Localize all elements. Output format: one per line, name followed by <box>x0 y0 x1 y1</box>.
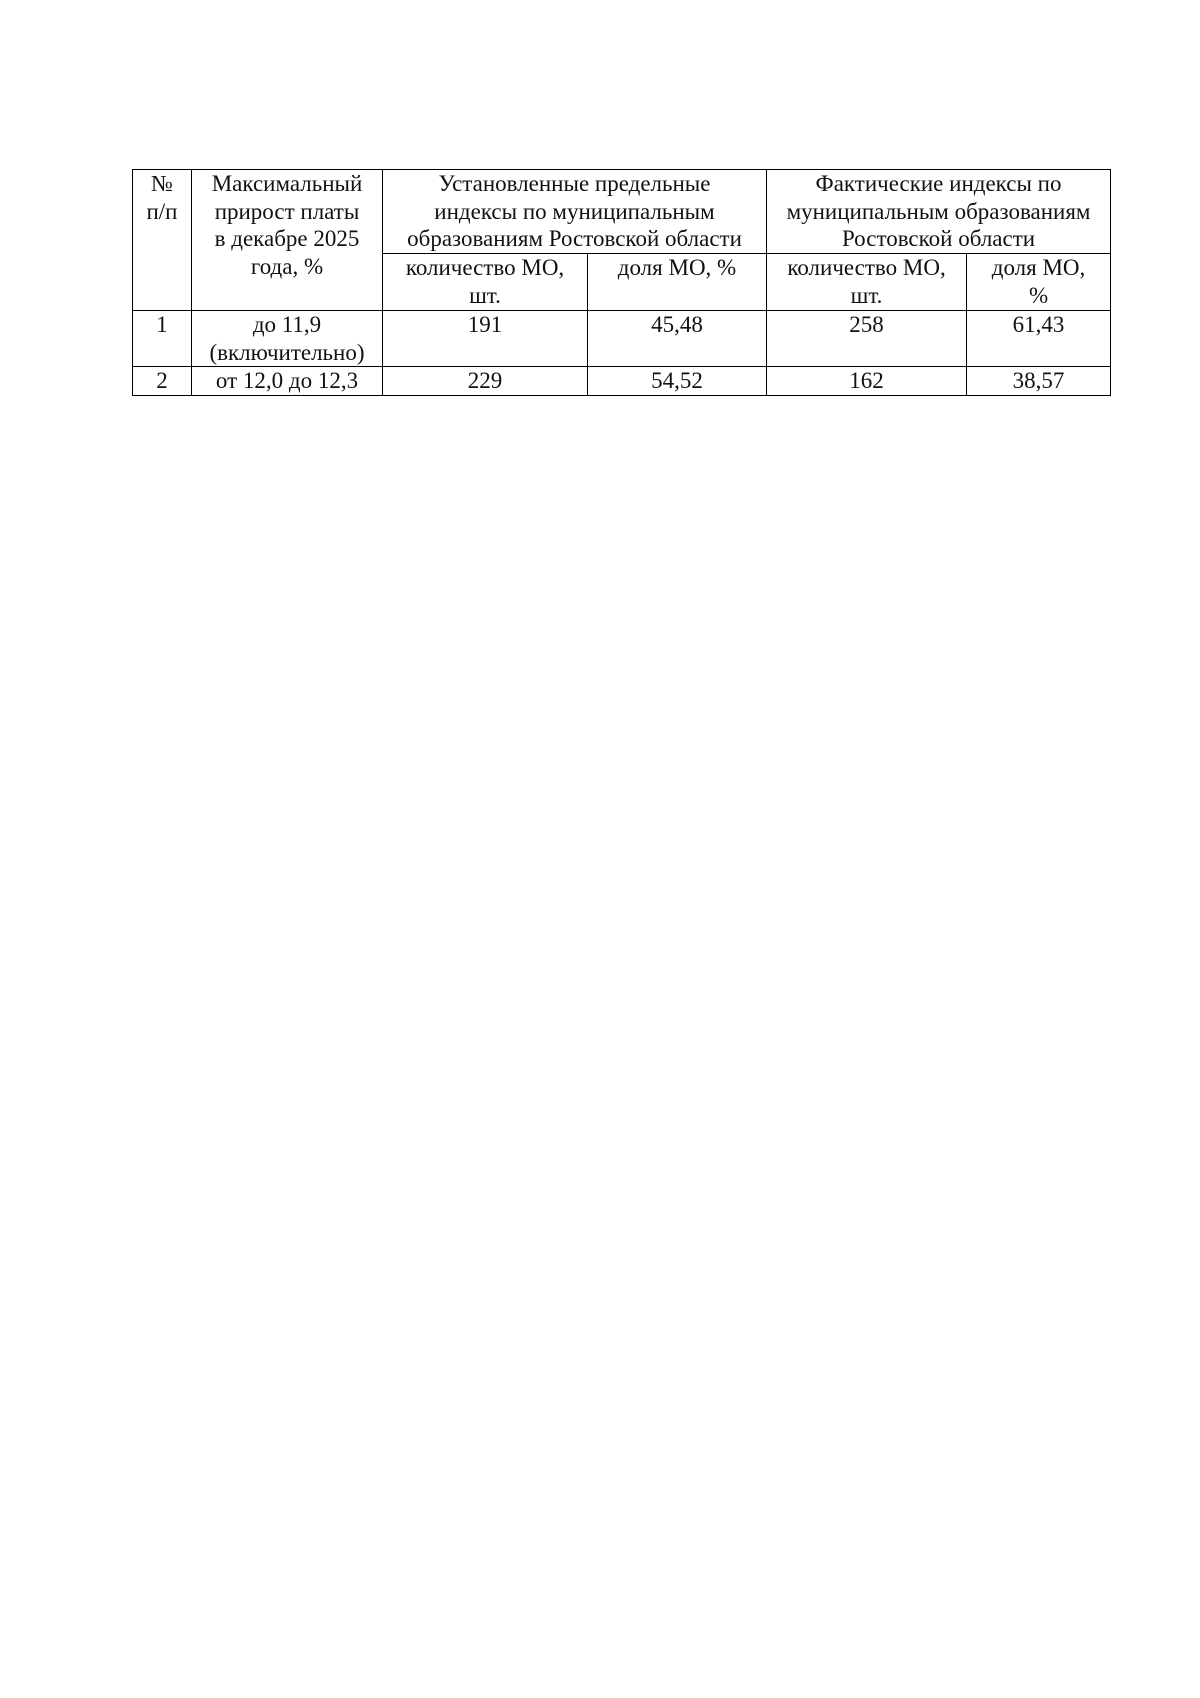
cell-actual-count: 162 <box>767 367 967 396</box>
indices-table <box>132 169 1111 396</box>
header-actual-share: доля МО, % <box>967 254 1111 311</box>
header-row-1 <box>133 170 1111 254</box>
cell-actual-count: 258 <box>767 311 967 367</box>
header-max-growth: Максимальный прирост платы в декабре 2025 года, % <box>192 170 383 311</box>
header-actual-count: количество МО, шт. <box>767 254 967 311</box>
cell-range: от 12,0 до 12,3 <box>192 367 383 396</box>
cell-actual-share: 38,57 <box>967 367 1111 396</box>
cell-num: 2 <box>133 367 192 396</box>
header-actual-indices: Фактические индексы по муниципальным образованиям Ростовской области <box>767 170 1111 254</box>
header-established-count: количество МО, шт. <box>383 254 588 311</box>
table-row <box>133 311 1111 367</box>
table-row <box>133 367 1111 396</box>
cell-established-share: 54,52 <box>588 367 767 396</box>
cell-num: 1 <box>133 311 192 367</box>
header-num: № п/п <box>133 170 192 311</box>
header-established-indices: Установленные предельные индексы по муниципальным образованиям Ростовской области <box>383 170 767 254</box>
cell-actual-share: 61,43 <box>967 311 1111 367</box>
cell-established-share: 45,48 <box>588 311 767 367</box>
cell-established-count: 229 <box>383 367 588 396</box>
cell-range: до 11,9 (включительно) <box>192 311 383 367</box>
header-established-share: доля МО, % <box>588 254 767 311</box>
cell-established-count: 191 <box>383 311 588 367</box>
